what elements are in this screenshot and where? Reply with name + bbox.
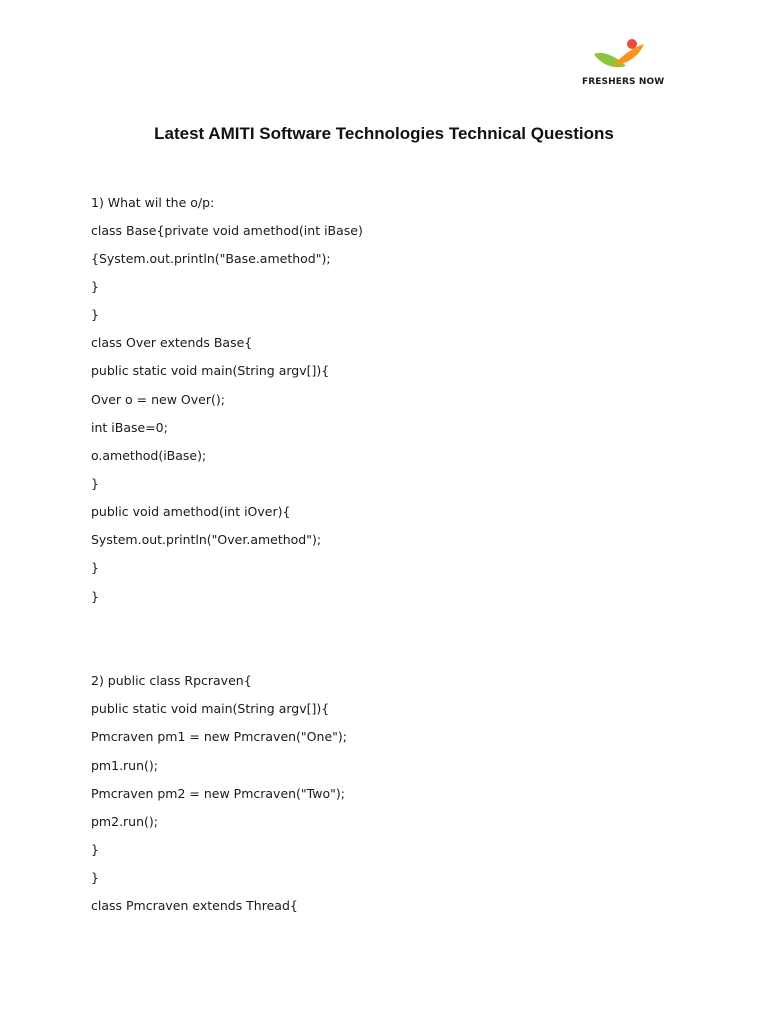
code-line: public static void main(String argv[]){ — [91, 363, 330, 378]
logo — [578, 36, 665, 92]
code-line: pm1.run(); — [91, 758, 158, 773]
page-title: Latest AMITI Software Technologies Technical Questions — [154, 124, 614, 143]
code-line: class Base{private void amethod(int iBase) — [91, 223, 363, 238]
code-line: pm2.run(); — [91, 814, 158, 829]
logo-text: FRESHERS NOW — [582, 77, 665, 87]
code-line: } — [91, 307, 99, 322]
question-2-heading: 2) public class Rpcraven{ — [91, 673, 252, 688]
code-line: Over o = new Over(); — [91, 392, 225, 407]
code-line: } — [91, 589, 99, 604]
code-line: public static void main(String argv[]){ — [91, 701, 330, 716]
code-line: Pmcraven pm2 = new Pmcraven("Two"); — [91, 786, 345, 801]
code-line: System.out.println("Over.amethod"); — [91, 532, 322, 547]
code-line: } — [91, 560, 99, 575]
code-line: Pmcraven pm1 = new Pmcraven("One"); — [91, 729, 347, 744]
code-line: } — [91, 279, 99, 294]
code-line: } — [91, 870, 99, 885]
code-line: int iBase=0; — [91, 420, 168, 435]
freshers-now-logo-icon — [592, 36, 652, 76]
code-line: } — [91, 842, 99, 857]
code-line: class Over extends Base{ — [91, 335, 253, 350]
question-1-heading: 1) What wil the o/p: — [91, 195, 215, 210]
code-line: } — [91, 476, 99, 491]
code-line: {System.out.println("Base.amethod"); — [91, 251, 331, 266]
code-line: public void amethod(int iOver){ — [91, 504, 291, 519]
code-line: o.amethod(iBase); — [91, 448, 207, 463]
code-line: class Pmcraven extends Thread{ — [91, 898, 298, 913]
